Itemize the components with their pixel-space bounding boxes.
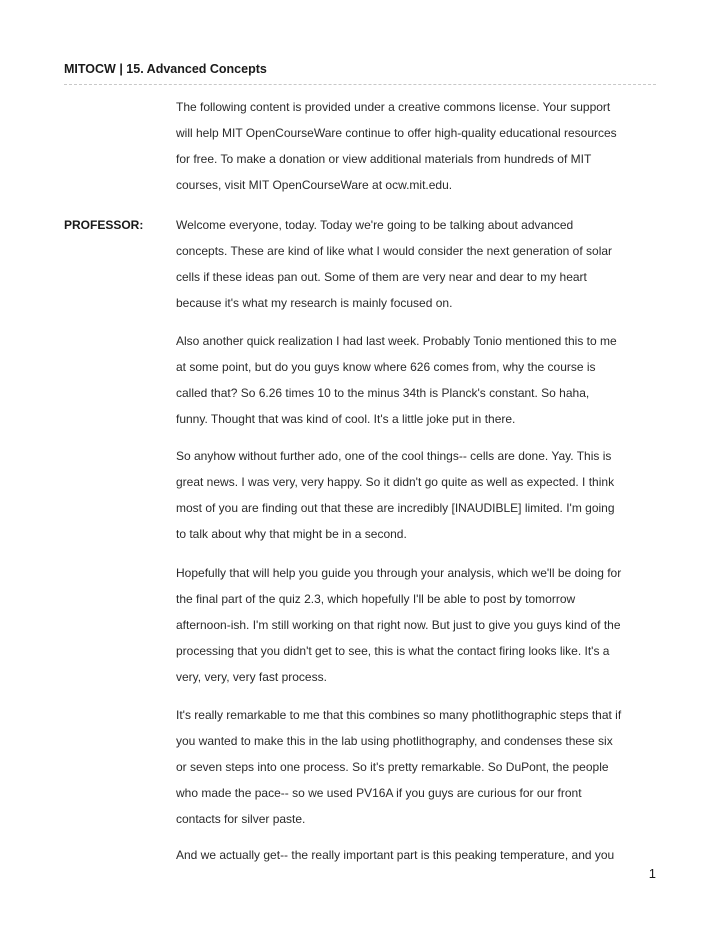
text-line: for free. To make a donation or view additional materials from hundreds of MIT [176, 152, 592, 166]
text-line: you wanted to make this in the lab using photlithography, and condenses these six [176, 734, 613, 748]
text-line: Hopefully that will help you guide you through your analysis, which we'll be doing for [176, 566, 622, 580]
transcript-paragraph [176, 212, 660, 316]
text-line: It's really remarkable to me that this combines so many photlithographic steps that if [176, 708, 622, 722]
text-line: processing that you didn't get to see, this is what the contact firing looks like. It's a [176, 644, 610, 658]
text-line: And we actually get-- the really important part is this peaking temperature, and you [176, 848, 615, 862]
text-line: to talk about why that might be in a second. [176, 527, 407, 541]
text-line: courses, visit MIT OpenCourseWare at ocw.mit.edu. [176, 178, 453, 192]
page-number: 1 [648, 866, 656, 881]
text-line: Welcome everyone, today. Today we're going to be talking about advanced [176, 218, 574, 232]
text-line: afternoon-ish. I'm still working on that right now. But just to give you guys kind of the [176, 618, 621, 632]
text-line: Also another quick realization I had last week. Probably Tonio mentioned this to me [176, 334, 617, 348]
text-line: who made the pace-- so we used PV16A if you guys are curious for our front [176, 786, 582, 800]
transcript-paragraph [176, 702, 660, 832]
text-line: funny. Thought that was kind of cool. It's a little joke put in there. [176, 412, 516, 426]
header-divider [64, 84, 656, 85]
text-line: cells if these ideas pan out. Some of them are very near and dear to my heart [176, 270, 587, 284]
document-title: MITOCW | 15. Advanced Concepts [64, 62, 267, 76]
text-line: called that? So 6.26 times 10 to the minus 34th is Planck's constant. So haha, [176, 386, 590, 400]
transcript-paragraph [176, 560, 660, 690]
transcript-paragraph [176, 328, 660, 432]
intro-paragraph [176, 94, 660, 198]
text-line: great news. I was very, very happy. So it didn't go quite as well as expected. I think [176, 475, 615, 489]
text-line: the final part of the quiz 2.3, which hopefully I'll be able to post by tomorrow [176, 592, 576, 606]
text-line: or seven steps into one process. So it's pretty remarkable. So DuPont, the people [176, 760, 609, 774]
text-line: will help MIT OpenCourseWare continue to offer high-quality educational resources [176, 126, 617, 140]
text-line: contacts for silver paste. [176, 812, 306, 826]
text-line: because it's what my research is mainly focused on. [176, 296, 453, 310]
transcript-paragraph [176, 842, 660, 868]
text-line: The following content is provided under a creative commons license. Your support [176, 100, 611, 114]
text-line: most of you are finding out that these are incredibly [INAUDIBLE] limited. I'm going [176, 501, 615, 515]
transcript-paragraph [176, 443, 660, 547]
text-line: concepts. These are kind of like what I would consider the next generation of solar [176, 244, 613, 258]
text-line: So anyhow without further ado, one of the cool things-- cells are done. Yay. This is [176, 449, 612, 463]
text-line: at some point, but do you guys know where 626 comes from, why the course is [176, 360, 596, 374]
text-line: very, very, very fast process. [176, 670, 327, 684]
speaker-label: PROFESSOR: [64, 218, 144, 232]
